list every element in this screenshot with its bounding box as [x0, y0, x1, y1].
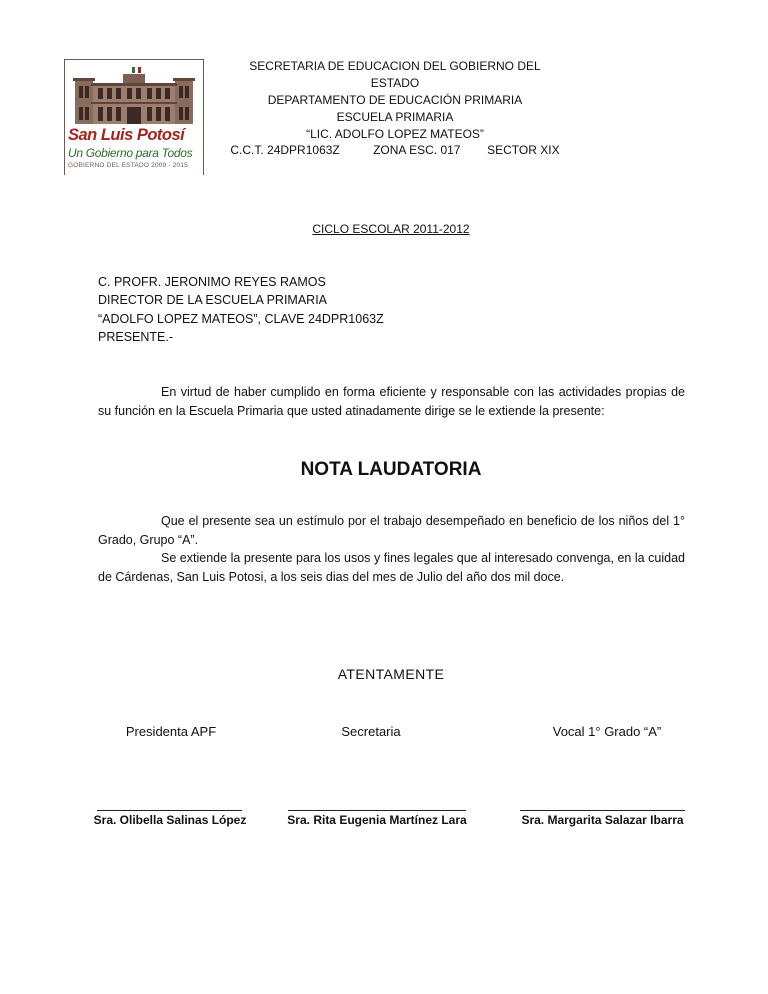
presente-line: PRESENTE.-: [98, 330, 174, 344]
logo-footer: GOBIERNO DEL ESTADO 2009 - 2015: [68, 162, 188, 169]
header-line-school-name: “LIC. ADOLFO LOPEZ MATEOS”: [306, 127, 484, 141]
signature-role-secretaria: Secretaria: [341, 724, 401, 739]
signature-line: [520, 810, 685, 811]
state-logo: [64, 59, 204, 175]
signature-name-secretaria: Sra. Rita Eugenia Martínez Lara: [287, 813, 467, 827]
signature-line: [288, 810, 466, 811]
logo-slogan: Un Gobierno para Todos: [68, 146, 193, 160]
signature-name-presidenta: Sra. Olibella Salinas López: [93, 813, 247, 827]
signature-line: [97, 810, 242, 811]
header-line-escuela: ESCUELA PRIMARIA: [336, 110, 454, 124]
logo-state-name: San Luis Potosí: [68, 126, 185, 144]
header-line-cct: C.C.T. 24DPR1063Z ZONA ESC. 017 SECTOR XIX: [230, 143, 560, 157]
closing-atentamente: ATENTAMENTE: [337, 666, 445, 682]
signature-name-vocal: Sra. Margarita Salazar Ibarra: [521, 813, 684, 827]
header-line-estado: ESTADO: [370, 76, 420, 90]
government-building-icon: [71, 66, 197, 124]
document-title: NOTA LAUDATORIA: [300, 459, 482, 480]
school-year: CICLO ESCOLAR 2011-2012: [312, 222, 470, 236]
recipient-title: DIRECTOR DE LA ESCUELA PRIMARIA: [98, 293, 327, 307]
header-line-departamento: DEPARTAMENTO DE EDUCACIÓN PRIMARIA: [267, 93, 523, 107]
recipient-name: C. PROFR. JERONIMO REYES RAMOS: [98, 275, 326, 289]
signature-role-presidenta: Presidenta APF: [125, 724, 217, 739]
body-paragraph-2: Se extiende la presente para los usos y fines legales que al interesado convenga, en la cuidad de Cárdenas, San Luis Potosi, a los seis dias del mes de Julio del año dos mil doce.: [98, 551, 685, 584]
header-line-secretaria: SECRETARIA DE EDUCACION DEL GOBIERNO DEL: [249, 59, 541, 73]
intro-paragraph: En virtud de haber cumplido en forma eficiente y responsable con las actividades propias de su función en la Escuela Primaria que usted atinadamente dirige se le extiende la presente:: [98, 385, 685, 418]
recipient-school: “ADOLFO LOPEZ MATEOS”, CLAVE 24DPR1063Z: [98, 312, 384, 326]
body-paragraph-1: Que el presente sea un estímulo por el trabajo desempeñado en beneficio de los niños del 1° Grado, Grupo “A”.: [98, 514, 685, 547]
signature-role-vocal: Vocal 1° Grado “A”: [552, 724, 662, 739]
